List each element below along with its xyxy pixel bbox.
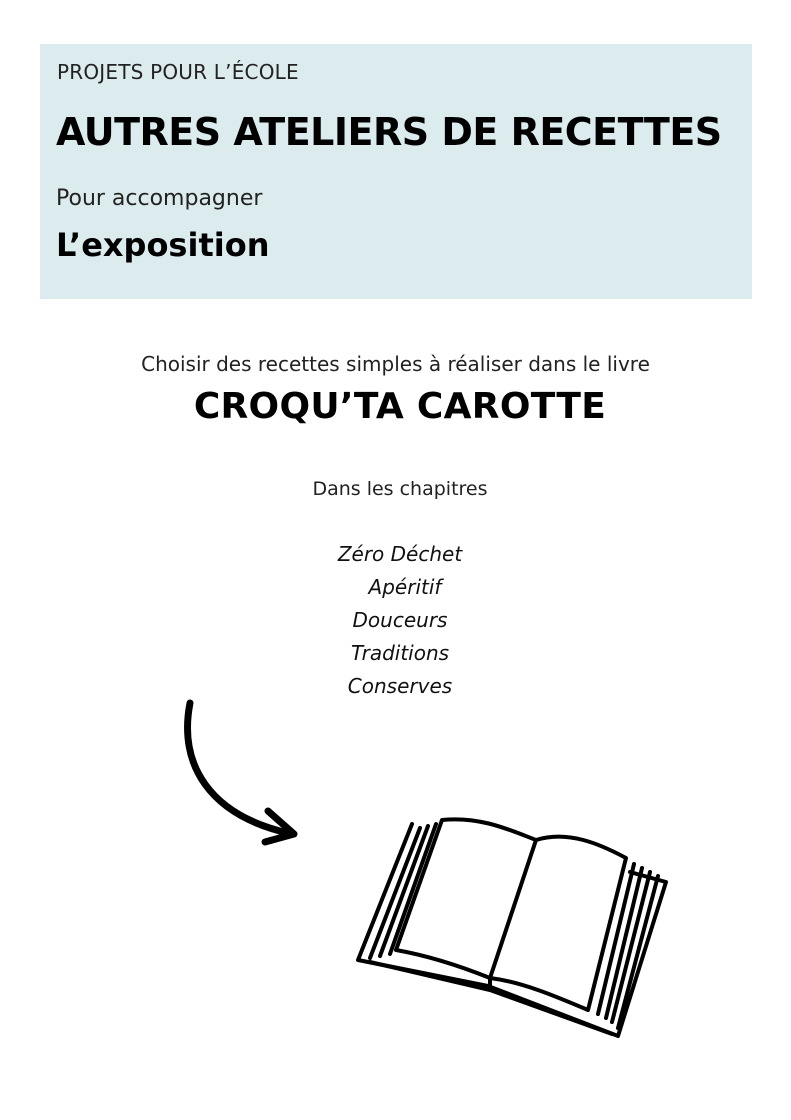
eyebrow-text: PROJETS POUR L’ÉCOLE: [57, 60, 299, 84]
chapters-label: Dans les chapitres: [312, 478, 488, 500]
chapter-list: [0, 538, 791, 703]
chapter-item: Traditions: [350, 641, 450, 665]
chapter-item: Douceurs: [352, 608, 448, 632]
page-title: AUTRES ATELIERS DE RECETTES: [56, 110, 722, 154]
chapter-item: Conserves: [347, 674, 453, 698]
chapter-item: Apéritif: [368, 575, 442, 599]
book-title: CROQU’TA CAROTTE: [193, 386, 607, 427]
subtitle-text: Pour accompagner: [56, 186, 263, 211]
intro-text: Choisir des recettes simples à réaliser dans le livre: [141, 352, 650, 376]
exposition-heading: L’exposition: [56, 226, 270, 264]
curved-arrow-icon: [170, 695, 310, 855]
open-book-icon: [350, 810, 680, 1050]
chapter-item: Zéro Déchet: [337, 542, 463, 566]
